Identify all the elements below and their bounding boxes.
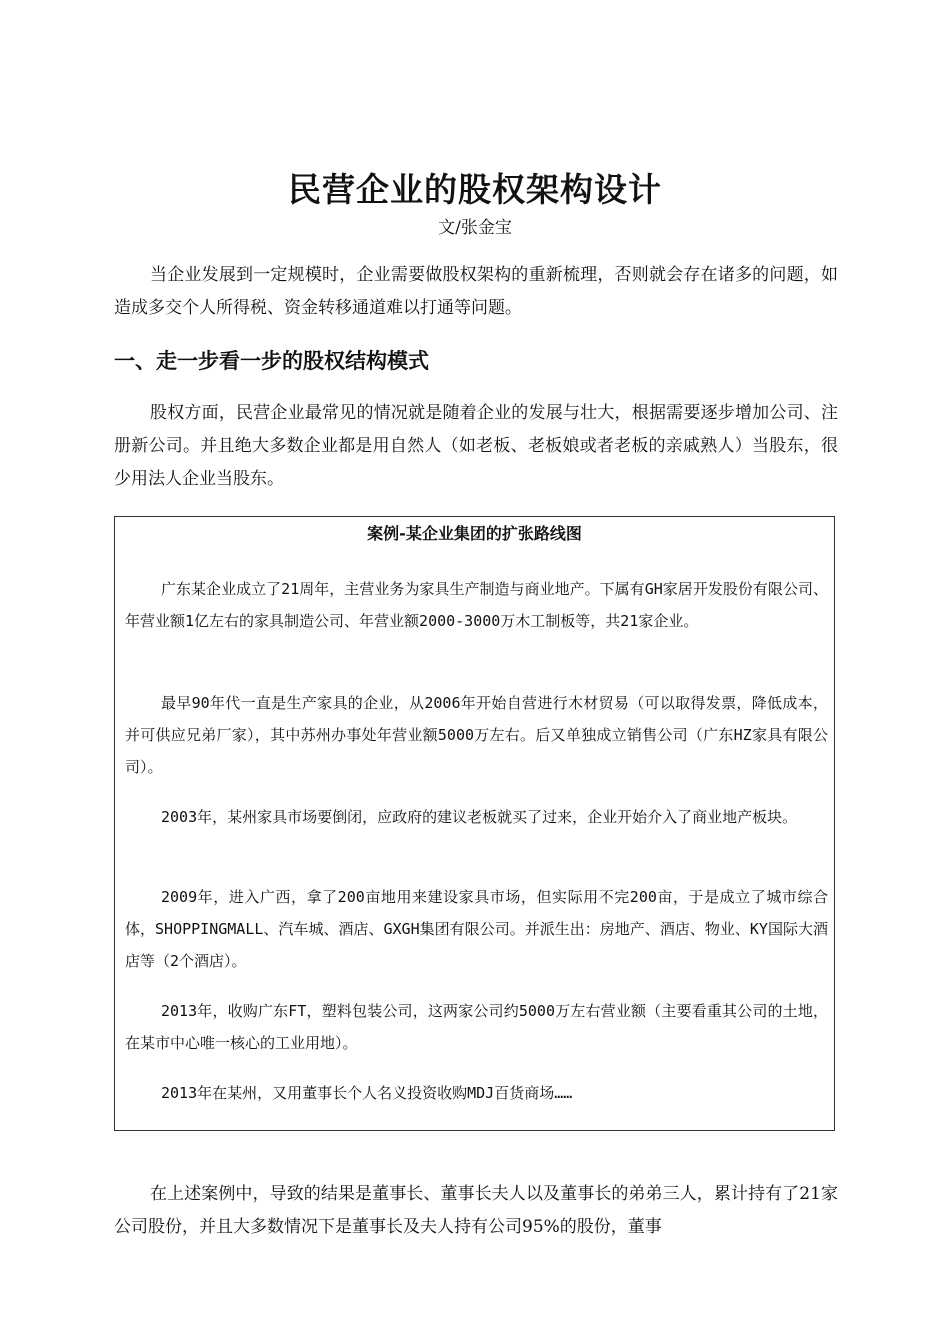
case-paragraph: 最早90年代一直是生产家具的企业，从2006年开始自营进行木材贸易（可以取得发票，降低成本，并可供应兄弟厂家），其中苏州办事处年营业额5000万左右。后又单独成立销售公司（广东HZ家具有限公司）。 xyxy=(125,694,828,776)
section-paragraph: 股权方面，民营企业最常见的情况就是随着企业的发展与壮大，根据需要逐步增加公司、注册新公司。并且绝大多数企业都是用自然人（如老板、老板娘或者老板的亲戚熟人）当股东，很少用法人企业当股东。 xyxy=(114,403,838,489)
case-study-box xyxy=(114,516,835,1131)
document-title: 民营企业的股权架构设计 xyxy=(288,170,662,210)
case-paragraph: 2013年，收购广东FT，塑料包装公司，这两家公司约5000万左右营业额（主要看重其公司的土地，在某市中心唯一核心的工业用地）。 xyxy=(125,1002,828,1052)
section-heading: 一、走一步看一步的股权结构模式 xyxy=(114,349,429,373)
case-paragraph: 2003年，某州家具市场要倒闭，应政府的建议老板就买了过来，企业开始介入了商业地产板块。 xyxy=(161,808,798,826)
intro-paragraph: 当企业发展到一定规模时，企业需要做股权架构的重新梳理，否则就会存在诸多的问题，如造成多交个人所得税、资金转移通道难以打通等问题。 xyxy=(114,265,838,318)
case-paragraph: 2013年在某州，又用董事长个人名义投资收购MDJ百货商场…… xyxy=(161,1084,573,1102)
case-paragraph: 2009年，进入广西，拿了200亩地用来建设家具市场，但实际用不完200亩，于是成立了城市综合体，SHOPPINGMALL、汽车城、酒店、GXGH集团有限公司。并派生出：房地产、酒店、物业、KY国际大酒店等（2个酒店）。 xyxy=(125,888,828,970)
conclusion-paragraph: 在上述案例中，导致的结果是董事长、董事长夫人以及董事长的弟弟三人，累计持有了21家公司股份，并且大多数情况下是董事长及夫人持有公司95%的股份，董事 xyxy=(114,1184,838,1237)
author-line: 文/张金宝 xyxy=(438,218,512,238)
case-paragraph: 广东某企业成立了21周年，主营业务为家具生产制造与商业地产。下属有GH家居开发股份有限公司、年营业额1亿左右的家具制造公司、年营业额2000-3000万木工制板等，共21家企业。 xyxy=(125,580,828,630)
case-title: 案例-某企业集团的扩张路线图 xyxy=(367,524,582,543)
